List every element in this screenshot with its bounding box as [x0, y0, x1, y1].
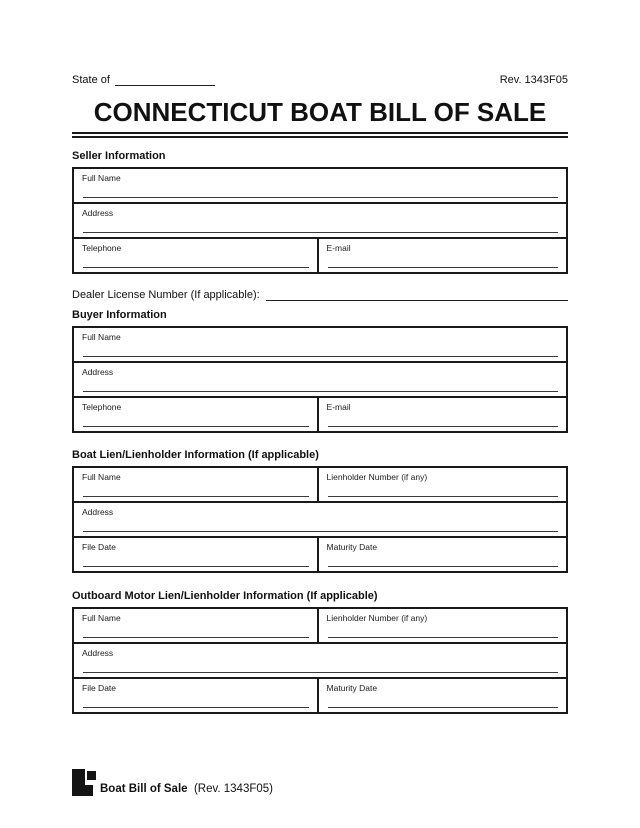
boat-lien-file-date-cell	[74, 538, 319, 571]
boat-lien-full-name-input[interactable]	[83, 496, 309, 497]
buyer-full-name-cell	[74, 328, 566, 361]
buyer-address-cell	[74, 363, 566, 396]
page-footer	[72, 769, 273, 796]
dealer-license-label: Dealer License Number (If applicable):	[72, 289, 260, 302]
buyer-telephone-input[interactable]	[83, 426, 309, 427]
meta-row	[72, 70, 568, 86]
page-title: CONNECTICUT BOAT BILL OF SALE	[93, 97, 547, 127]
buyer-telephone-label: Telephone	[82, 402, 122, 413]
boat-lien-full-name-label: Full Name	[82, 472, 121, 483]
seller-address-input[interactable]	[83, 232, 558, 233]
seller-email-input[interactable]	[328, 267, 558, 268]
outboard-lien-file-date-input[interactable]	[83, 707, 309, 708]
boat-lien-address-label: Address	[82, 507, 114, 518]
footer-doc-name: Boat Bill of Sale	[100, 783, 188, 795]
outboard-lien-section-heading: Outboard Motor Lien/Lienholder Information (If applicable)	[72, 590, 378, 603]
boat-lien-file-date-label: File Date	[82, 542, 117, 553]
outboard-lien-full-name-label: Full Name	[82, 613, 121, 624]
table-row	[74, 328, 566, 363]
boat-lien-address-input[interactable]	[83, 531, 558, 532]
table-row	[74, 398, 566, 431]
buyer-full-name-label: Full Name	[82, 332, 121, 343]
outboard-lien-number-label: Lienholder Number (if any)	[326, 613, 428, 624]
seller-full-name-label: Full Name	[82, 173, 121, 184]
seller-email-label: E-mail	[326, 243, 351, 254]
footer-text	[100, 783, 273, 796]
outboard-lien-table	[72, 607, 568, 714]
outboard-lien-address-label: Address	[82, 648, 114, 659]
outboard-lien-file-date-label: File Date	[82, 683, 117, 694]
boat-lien-table	[72, 466, 568, 573]
outboard-lien-address-input[interactable]	[83, 672, 558, 673]
dealer-license-input[interactable]	[266, 288, 568, 301]
table-row	[74, 644, 566, 679]
dealer-license-field	[72, 286, 568, 301]
seller-telephone-label: Telephone	[82, 243, 122, 254]
table-row	[74, 503, 566, 538]
outboard-lien-full-name-cell	[74, 609, 319, 642]
boat-lien-file-date-input[interactable]	[83, 566, 309, 567]
state-of-blank-line[interactable]	[115, 73, 215, 86]
state-of-field	[72, 73, 215, 86]
table-row	[74, 363, 566, 398]
boat-lien-section-heading: Boat Lien/Lienholder Information (If applicable)	[72, 449, 319, 462]
seller-address-label: Address	[82, 208, 114, 219]
buyer-email-cell	[319, 398, 566, 431]
seller-telephone-cell	[74, 239, 319, 272]
boat-lien-number-cell	[319, 468, 566, 501]
buyer-address-label: Address	[82, 367, 114, 378]
state-of-label: State of	[72, 74, 110, 86]
legal-templates-logo-icon	[72, 769, 98, 796]
outboard-lien-file-date-cell	[74, 679, 319, 712]
seller-full-name-cell	[74, 169, 566, 202]
boat-lien-number-input[interactable]	[328, 496, 558, 497]
outboard-lien-maturity-date-input[interactable]	[328, 707, 558, 708]
boat-lien-full-name-cell	[74, 468, 319, 501]
outboard-lien-maturity-date-cell	[319, 679, 566, 712]
buyer-section-heading: Buyer Information	[72, 309, 167, 322]
table-row	[74, 679, 566, 712]
table-row	[74, 468, 566, 503]
boat-lien-maturity-date-cell	[319, 538, 566, 571]
table-row	[74, 204, 566, 239]
outboard-lien-number-cell	[319, 609, 566, 642]
buyer-email-input[interactable]	[328, 426, 558, 427]
buyer-email-label: E-mail	[326, 402, 351, 413]
boat-lien-maturity-date-input[interactable]	[328, 566, 558, 567]
title-divider	[72, 132, 568, 138]
table-row	[74, 239, 566, 272]
outboard-lien-full-name-input[interactable]	[83, 637, 309, 638]
revision-label: Rev. 1343F05	[499, 74, 568, 86]
seller-full-name-input[interactable]	[83, 197, 558, 198]
seller-section-heading: Seller Information	[72, 150, 166, 163]
seller-address-cell	[74, 204, 566, 237]
buyer-address-input[interactable]	[83, 391, 558, 392]
boat-lien-address-cell	[74, 503, 566, 536]
boat-lien-maturity-date-label: Maturity Date	[326, 542, 378, 553]
table-row	[74, 169, 566, 204]
seller-email-cell	[319, 239, 566, 272]
boat-lien-number-label: Lienholder Number (if any)	[326, 472, 428, 483]
footer-rev-text: (Rev. 1343F05)	[193, 783, 273, 795]
buyer-full-name-input[interactable]	[83, 356, 558, 357]
outboard-lien-address-cell	[74, 644, 566, 677]
table-row	[74, 538, 566, 571]
table-row	[74, 609, 566, 644]
buyer-table	[72, 326, 568, 433]
seller-table	[72, 167, 568, 274]
seller-telephone-input[interactable]	[83, 267, 309, 268]
outboard-lien-maturity-date-label: Maturity Date	[326, 683, 378, 694]
outboard-lien-number-input[interactable]	[328, 637, 558, 638]
buyer-telephone-cell	[74, 398, 319, 431]
